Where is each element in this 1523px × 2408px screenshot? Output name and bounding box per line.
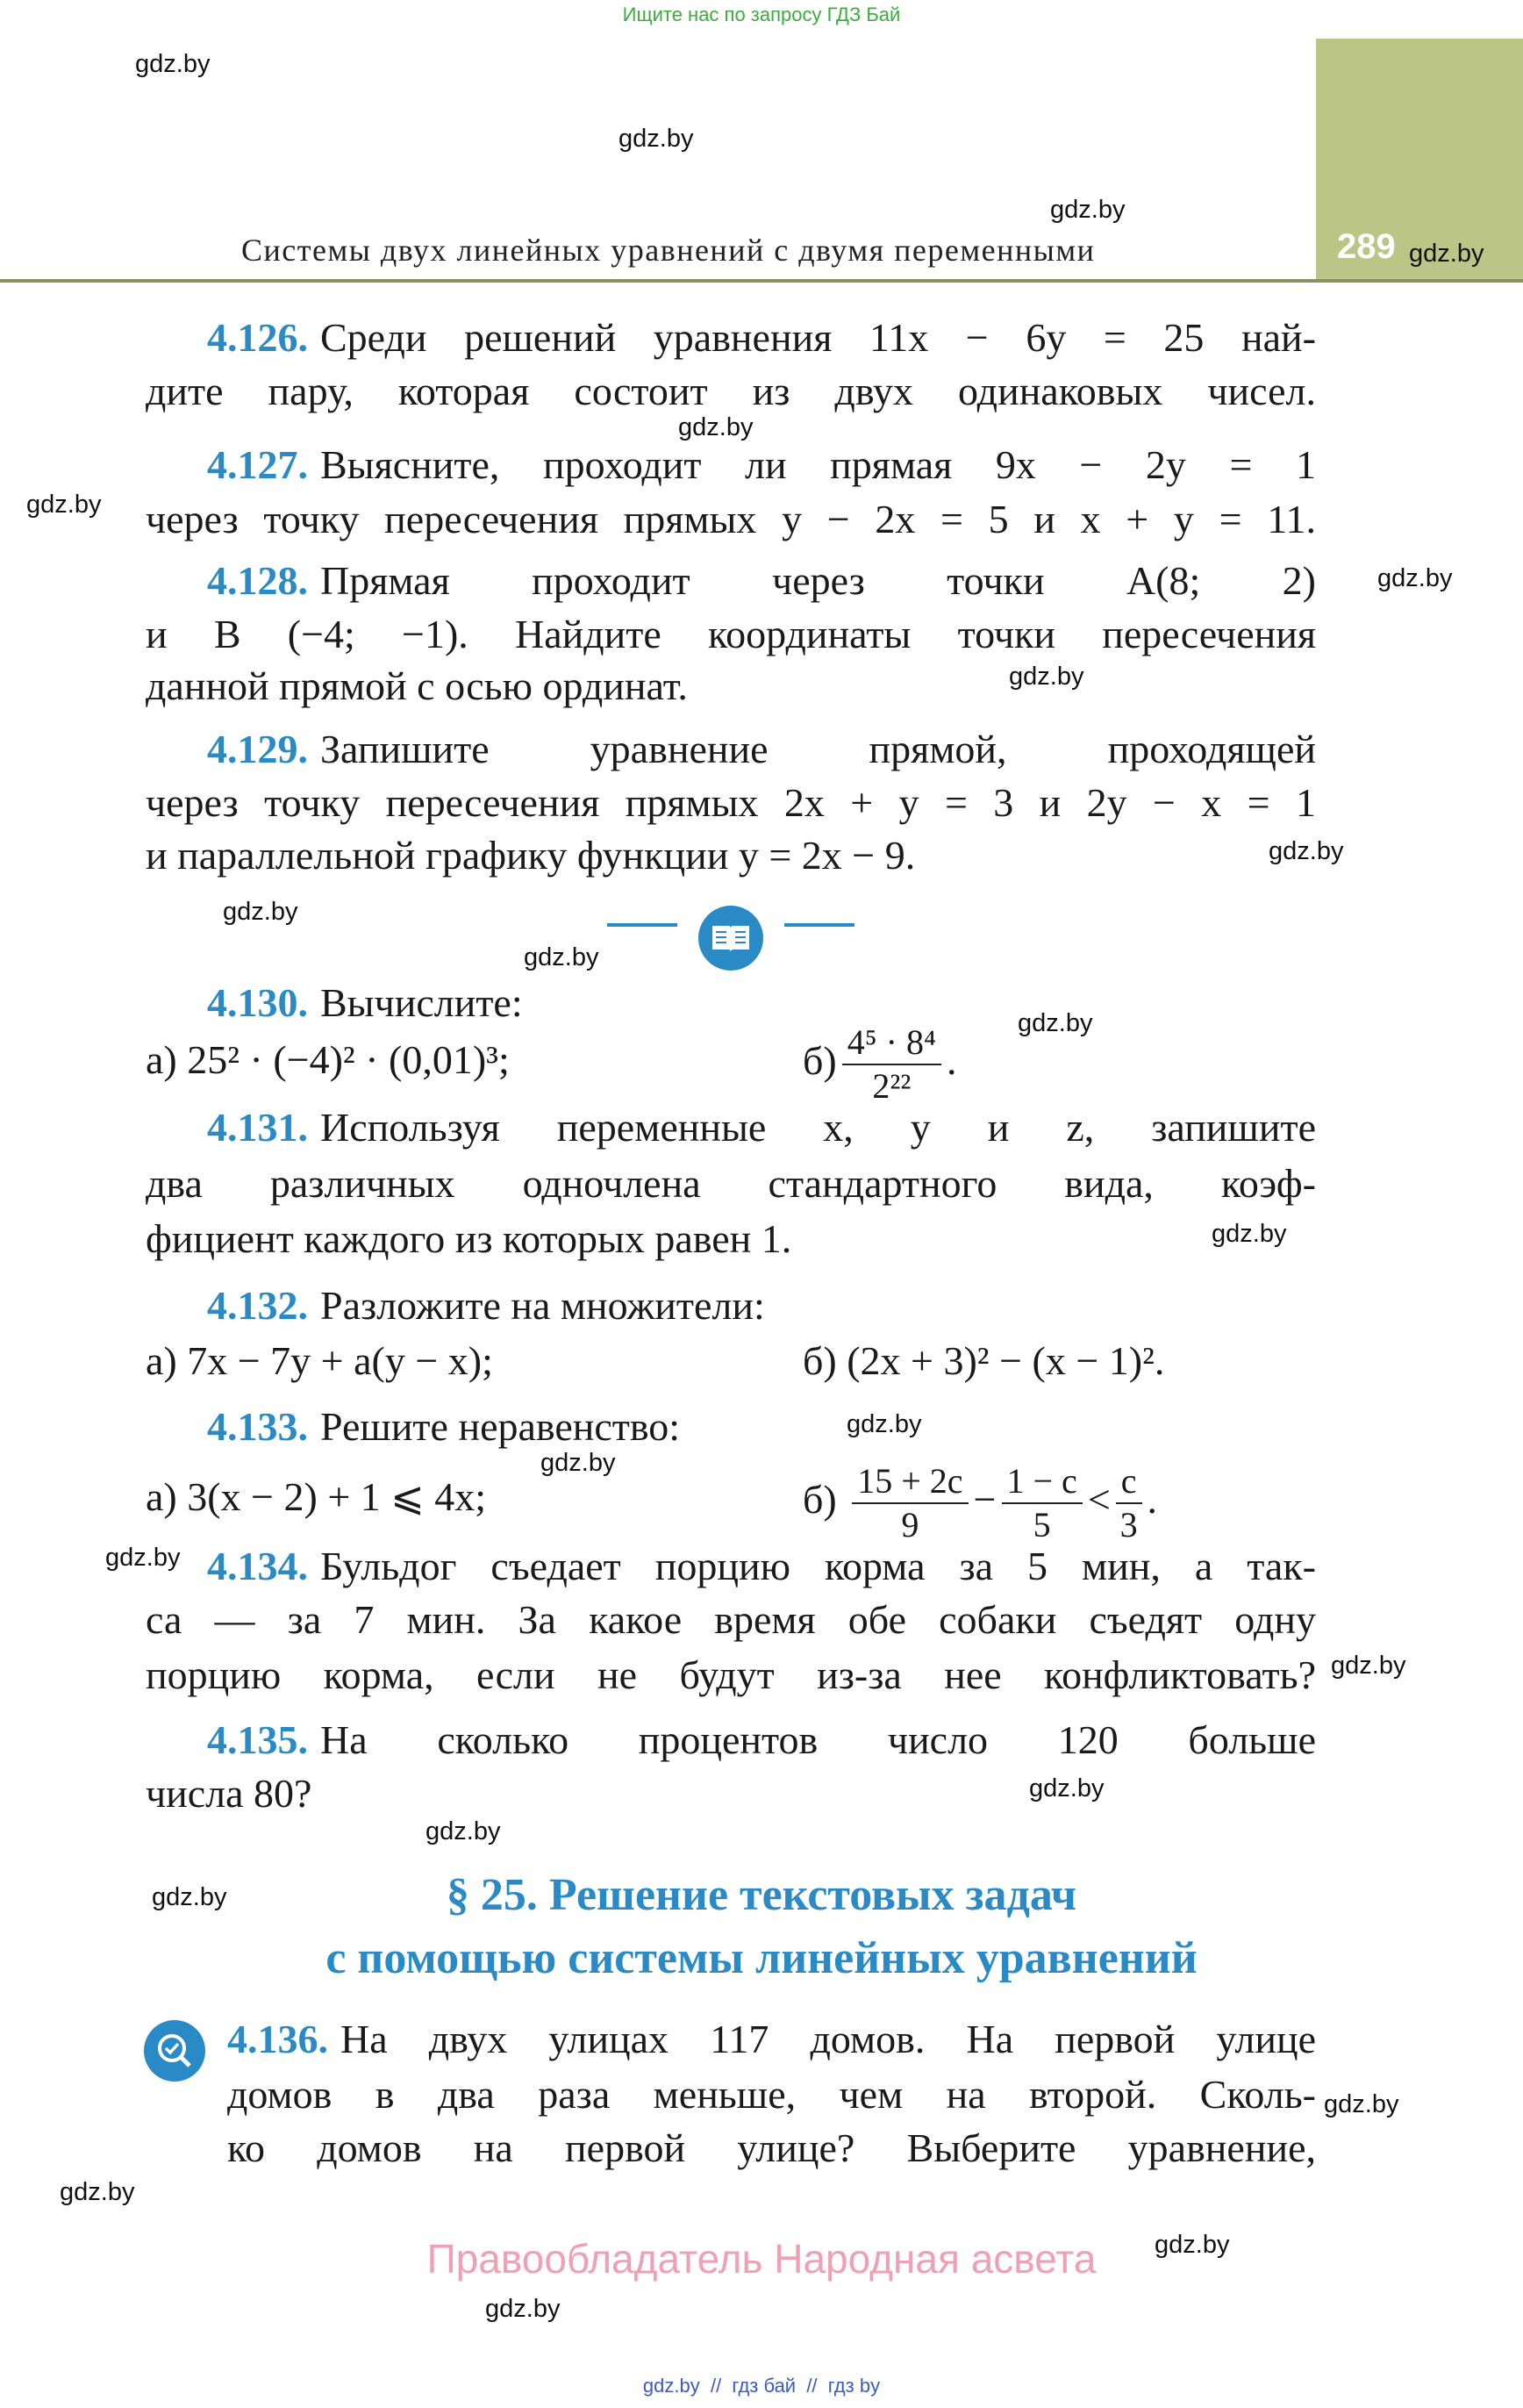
watermark: gdz.by	[1377, 564, 1453, 592]
watermark: gdz.by	[847, 1410, 922, 1438]
watermark: gdz.by	[1050, 196, 1126, 224]
problem-text: и B (−4; −1). Найдите координаты точки пересечения	[146, 612, 1316, 656]
watermark: gdz.by	[105, 1544, 181, 1572]
problem-text: Решите неравенство:	[320, 1404, 681, 1449]
problem-text: На сколько процентов число 120 больше	[320, 1717, 1316, 1762]
header-rule	[0, 279, 1523, 283]
watermark: gdz.by	[540, 1449, 616, 1477]
denominator: 3	[1119, 1505, 1138, 1545]
watermark: gdz.by	[60, 2178, 135, 2206]
denominator: 9	[901, 1505, 919, 1545]
punct: .	[1147, 1477, 1158, 1522]
watermark: gdz.by	[1155, 2231, 1230, 2259]
watermark: gdz.by	[485, 2295, 561, 2323]
problem-text: дите пару, которая состоит из двух одинаковых чисел.	[146, 369, 1316, 413]
top-banner[interactable]: Ищите нас по запросу ГДЗ Бай	[622, 4, 901, 25]
problem-text: через точку пересечения прямых y − 2x = 5 и x + y = 11.	[146, 497, 1316, 541]
search-check-icon	[144, 2020, 205, 2082]
watermark: gdz.by	[425, 1817, 501, 1845]
problem-4-126-line	[207, 317, 1316, 359]
denominator: 2²²	[872, 1066, 912, 1107]
problem-4-131-line	[207, 1107, 1316, 1149]
numerator: c	[1116, 1460, 1142, 1504]
problem-text: данной прямой с осью ординат.	[146, 663, 688, 708]
watermark: gdz.by	[135, 50, 211, 78]
problem-4-129-line	[207, 728, 1316, 770]
copyright-notice: Правообладатель Народная асвета	[426, 2236, 1097, 2282]
watermark: gdz.by	[618, 125, 694, 153]
operator: <	[1087, 1477, 1111, 1522]
problem-text: Прямая проходит через точки A(8; 2)	[320, 558, 1316, 603]
bottom-links[interactable]: gdz.by // гдз бай // гдз by	[642, 2375, 881, 2397]
problem-number: 4.130.	[207, 980, 308, 1025]
part-b: б) (2x + 3)² − (x − 1)².	[803, 1338, 1165, 1383]
watermark: gdz.by	[1324, 2090, 1399, 2118]
problem-text: через точку пересечения прямых 2x + y = 3 и 2y − x = 1	[146, 780, 1316, 825]
watermark: gdz.by	[1029, 1774, 1105, 1802]
fraction	[1116, 1460, 1142, 1546]
part-a: а) 7x − 7y + a(y − x);	[146, 1338, 493, 1383]
problem-4-135-line	[207, 1719, 1316, 1761]
problem-4-127-line	[207, 444, 1316, 486]
problem-number: 4.133.	[207, 1404, 308, 1449]
numerator: 4⁵ · 8⁴	[842, 1021, 941, 1065]
problem-text: и параллельной графику функции y = 2x − 9.	[146, 833, 916, 878]
problem-text: числа 80?	[146, 1771, 312, 1816]
divider-right	[784, 923, 854, 927]
operator: −	[973, 1477, 997, 1522]
fraction	[1002, 1460, 1083, 1546]
part-b	[803, 1451, 1157, 1548]
watermark: gdz.by	[1409, 240, 1484, 268]
problem-4-134-line	[207, 1545, 1316, 1587]
problem-text: Среди решений уравнения 11x − 6y = 25 най-	[320, 315, 1316, 360]
problem-text: Запишите уравнение прямой, проходящей	[320, 727, 1316, 771]
problem-4-130-line	[207, 982, 523, 1024]
problem-text: фициент каждого из которых равен 1.	[146, 1216, 792, 1261]
watermark: gdz.by	[152, 1883, 227, 1911]
watermark: gdz.by	[1018, 1009, 1093, 1037]
problem-number: 4.127.	[207, 442, 308, 487]
problem-number: 4.132.	[207, 1283, 308, 1328]
part-label: б)	[803, 1477, 837, 1522]
watermark: gdz.by	[1331, 1652, 1406, 1680]
problem-number: 4.129.	[207, 727, 308, 771]
problem-number: 4.126.	[207, 315, 308, 360]
problem-4-132-line	[207, 1285, 765, 1327]
problem-text: Вычислите:	[320, 980, 523, 1025]
problem-text: На двух улицах 117 домов. На первой улице	[340, 2017, 1316, 2061]
part-b	[803, 1013, 956, 1109]
punct: .	[946, 1038, 957, 1083]
problem-text: два различных одночлена стандартного вида, коэф-	[146, 1161, 1316, 1206]
problem-text: Используя переменные x, y и z, запишите	[320, 1105, 1316, 1150]
problem-4-136-line	[227, 2018, 1316, 2060]
watermark: gdz.by	[223, 898, 298, 926]
watermark: gdz.by	[1009, 663, 1084, 691]
problem-4-128-line	[207, 560, 1316, 602]
watermark: gdz.by	[524, 943, 599, 971]
problem-number: 4.134.	[207, 1544, 308, 1588]
fraction	[852, 1460, 968, 1546]
problem-text: домов в два раза меньше, чем на второй. Сколь-	[227, 2072, 1316, 2117]
numerator: 15 + 2c	[852, 1460, 968, 1504]
part-a: а) 25² · (−4)² · (0,01)³;	[146, 1037, 510, 1082]
problem-4-133-line	[207, 1406, 680, 1448]
problem-text: Бульдог съедает порцию корма за 5 мин, а так-	[320, 1544, 1316, 1588]
problem-number: 4.135.	[207, 1717, 308, 1762]
problem-text: са — за 7 мин. За какое время обе собаки съедят одну	[146, 1597, 1316, 1642]
watermark: gdz.by	[1269, 837, 1344, 865]
divider-left	[607, 923, 677, 927]
numerator: 1 − c	[1002, 1460, 1083, 1504]
problem-number: 4.128.	[207, 558, 308, 603]
section-heading-line1: § 25. Решение текстовых задач	[446, 1870, 1077, 1920]
problem-text: Выясните, проходит ли прямая 9x − 2y = 1	[320, 442, 1316, 487]
problem-number: 4.131.	[207, 1105, 308, 1150]
running-title: Системы двух линейных уравнений с двумя переменными	[241, 233, 1096, 268]
part-a: а) 3(x − 2) + 1 ⩽ 4x;	[146, 1474, 487, 1519]
denominator: 5	[1033, 1505, 1051, 1545]
problem-number: 4.136.	[227, 2017, 328, 2061]
part-label: б)	[803, 1038, 837, 1083]
problem-text: порцию корма, если не будут из-за нее конфликтовать?	[146, 1652, 1316, 1697]
problem-text: ко домов на первой улице? Выберите уравнение,	[227, 2125, 1316, 2170]
section-heading-line2: с помощью системы линейных уравнений	[325, 1933, 1198, 1983]
watermark: gdz.by	[678, 413, 754, 441]
fraction	[842, 1021, 941, 1107]
watermark: gdz.by	[26, 491, 102, 519]
book-icon	[698, 906, 763, 971]
problem-text: Разложите на множители:	[320, 1283, 765, 1328]
watermark: gdz.by	[1212, 1220, 1287, 1248]
page-number: 289	[1337, 227, 1396, 266]
